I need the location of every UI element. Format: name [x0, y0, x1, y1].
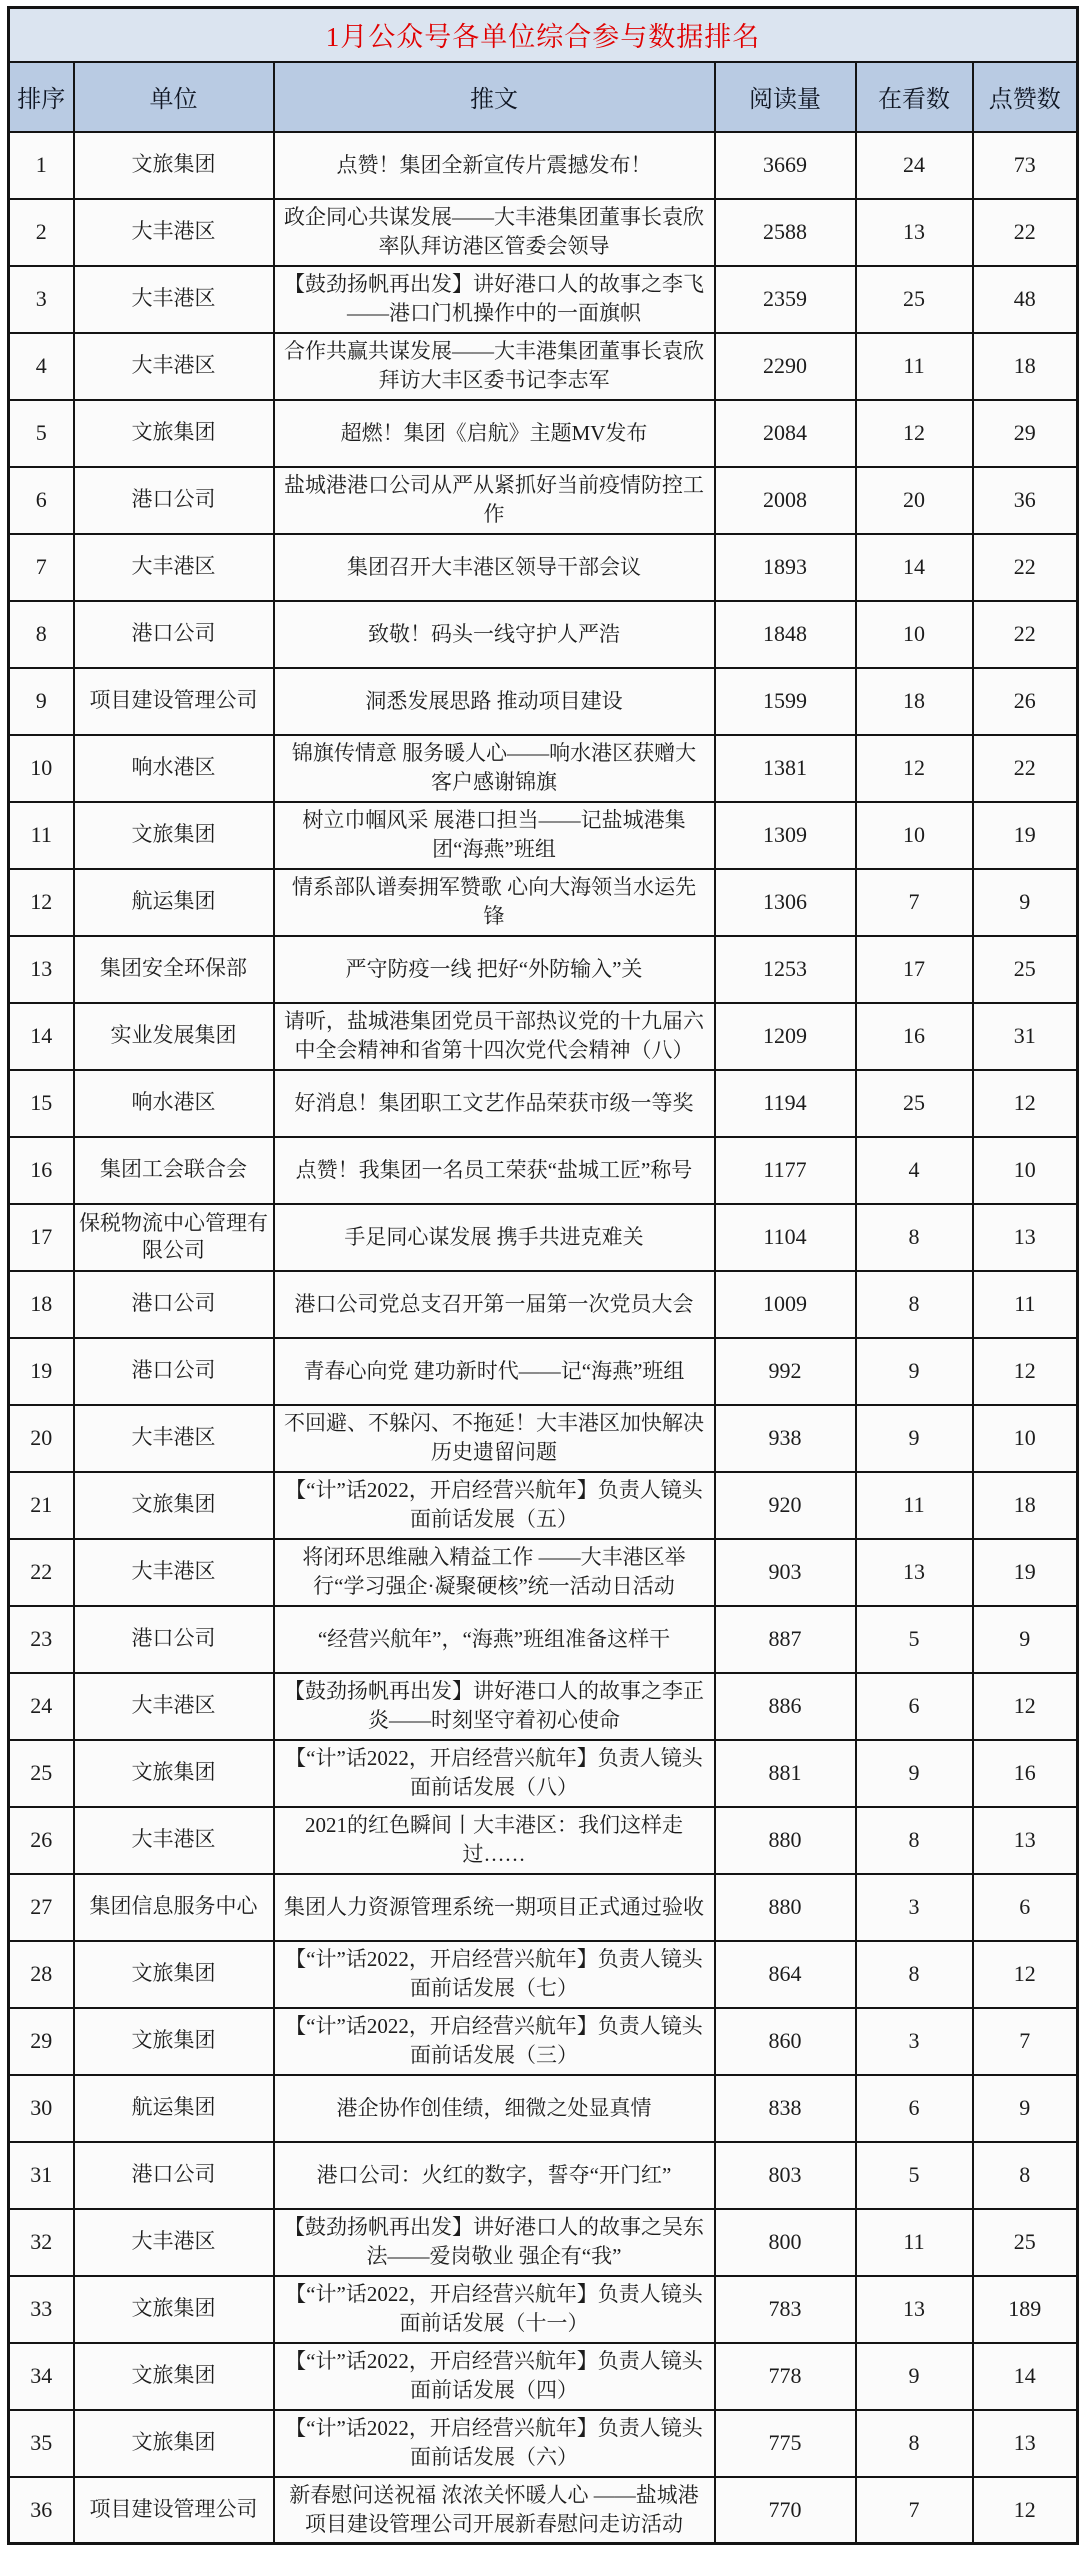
rank-cell: 2 [9, 199, 74, 266]
table-row [9, 1606, 1078, 1673]
reads-cell: 2084 [715, 400, 856, 467]
watching-cell: 6 [856, 2075, 973, 2142]
watching-cell: 13 [856, 199, 973, 266]
table-row [9, 400, 1078, 467]
likes-cell: 73 [973, 132, 1078, 199]
unit-cell: 项目建设管理公司 [74, 2477, 274, 2544]
rank-cell: 5 [9, 400, 74, 467]
watching-cell: 4 [856, 1137, 973, 1204]
article-cell: “经营兴航年”，“海燕”班组准备这样干 [274, 1606, 715, 1673]
table-row [9, 2142, 1078, 2209]
likes-cell: 48 [973, 266, 1078, 333]
unit-cell: 大丰港区 [74, 266, 274, 333]
table-row [9, 668, 1078, 735]
table-row [9, 2075, 1078, 2142]
likes-cell: 31 [973, 1003, 1078, 1070]
rank-cell: 6 [9, 467, 74, 534]
article-cell: 2021的红色瞬间丨大丰港区：我们这样走过…… [274, 1807, 715, 1874]
reads-cell: 1848 [715, 601, 856, 668]
table-row [9, 1740, 1078, 1807]
watching-cell: 7 [856, 2477, 973, 2544]
unit-cell: 文旅集团 [74, 1472, 274, 1539]
watching-cell: 10 [856, 601, 973, 668]
rank-cell: 12 [9, 869, 74, 936]
article-cell: 情系部队谱奏拥军赞歌 心向大海领当水运先锋 [274, 869, 715, 936]
reads-cell: 1194 [715, 1070, 856, 1137]
article-cell: 致敬！码头一线守护人严浩 [274, 601, 715, 668]
watching-cell: 16 [856, 1003, 973, 1070]
rank-cell: 19 [9, 1338, 74, 1405]
watching-cell: 8 [856, 1271, 973, 1338]
column-header-likes: 点赞数 [973, 62, 1078, 132]
rank-cell: 25 [9, 1740, 74, 1807]
article-cell: 【鼓劲扬帆再出发】讲好港口人的故事之吴东法——爱岗敬业 强企有“我” [274, 2209, 715, 2276]
page-title: 1月公众号各单位综合参与数据排名 [9, 8, 1078, 62]
likes-cell: 9 [973, 2075, 1078, 2142]
article-cell: 好消息！集团职工文艺作品荣获市级一等奖 [274, 1070, 715, 1137]
rank-cell: 32 [9, 2209, 74, 2276]
unit-cell: 集团信息服务中心 [74, 1874, 274, 1941]
unit-cell: 港口公司 [74, 2142, 274, 2209]
watching-cell: 9 [856, 1338, 973, 1405]
rank-cell: 13 [9, 936, 74, 1003]
table-row [9, 1070, 1078, 1137]
table-row [9, 1874, 1078, 1941]
likes-cell: 12 [973, 1070, 1078, 1137]
unit-cell: 文旅集团 [74, 2276, 274, 2343]
likes-cell: 9 [973, 869, 1078, 936]
rank-cell: 30 [9, 2075, 74, 2142]
table-row [9, 534, 1078, 601]
rank-cell: 1 [9, 132, 74, 199]
watching-cell: 5 [856, 2142, 973, 2209]
article-cell: 盐城港港口公司从严从紧抓好当前疫情防控工作 [274, 467, 715, 534]
rank-cell: 22 [9, 1539, 74, 1606]
unit-cell: 大丰港区 [74, 1405, 274, 1472]
reads-cell: 938 [715, 1405, 856, 1472]
reads-cell: 2290 [715, 333, 856, 400]
likes-cell: 14 [973, 2343, 1078, 2410]
watching-cell: 10 [856, 802, 973, 869]
watching-cell: 11 [856, 1472, 973, 1539]
unit-cell: 文旅集团 [74, 1941, 274, 2008]
column-header-article: 推文 [274, 62, 715, 132]
table-row [9, 936, 1078, 1003]
unit-cell: 文旅集团 [74, 2008, 274, 2075]
table-row [9, 333, 1078, 400]
article-cell: 集团人力资源管理系统一期项目正式通过验收 [274, 1874, 715, 1941]
likes-cell: 22 [973, 735, 1078, 802]
unit-cell: 文旅集团 [74, 802, 274, 869]
rank-cell: 3 [9, 266, 74, 333]
reads-cell: 3669 [715, 132, 856, 199]
article-cell: 洞悉发展思路 推动项目建设 [274, 668, 715, 735]
rank-cell: 10 [9, 735, 74, 802]
unit-cell: 响水港区 [74, 735, 274, 802]
article-cell: 将闭环思维融入精益工作 ——大丰港区举行“学习强企·凝聚硬核”统一活动日活动 [274, 1539, 715, 1606]
article-cell: 手足同心谋发展 携手共进克难关 [274, 1204, 715, 1271]
watching-cell: 13 [856, 2276, 973, 2343]
column-header-reads: 阅读量 [715, 62, 856, 132]
unit-cell: 航运集团 [74, 869, 274, 936]
article-cell: 【“计”话2022，开启经营兴航年】负责人镜头面前话发展（十一） [274, 2276, 715, 2343]
table-row [9, 132, 1078, 199]
likes-cell: 22 [973, 199, 1078, 266]
likes-cell: 22 [973, 534, 1078, 601]
unit-cell: 大丰港区 [74, 534, 274, 601]
table-row [9, 1204, 1078, 1271]
table-row [9, 1941, 1078, 2008]
table-row [9, 1003, 1078, 1070]
watching-cell: 14 [856, 534, 973, 601]
reads-cell: 783 [715, 2276, 856, 2343]
watching-cell: 6 [856, 1673, 973, 1740]
article-cell: 港口公司：火红的数字，誓夺“开门红” [274, 2142, 715, 2209]
article-cell: 点赞！我集团一名员工荣获“盐城工匠”称号 [274, 1137, 715, 1204]
rank-cell: 28 [9, 1941, 74, 2008]
column-header-unit: 单位 [74, 62, 274, 132]
likes-cell: 13 [973, 1807, 1078, 1874]
watching-cell: 8 [856, 2410, 973, 2477]
likes-cell: 13 [973, 1204, 1078, 1271]
reads-cell: 880 [715, 1874, 856, 1941]
column-header-watching: 在看数 [856, 62, 973, 132]
watching-cell: 25 [856, 1070, 973, 1137]
article-cell: 树立巾帼风采 展港口担当——记盐城港集团“海燕”班组 [274, 802, 715, 869]
table-row [9, 2276, 1078, 2343]
reads-cell: 778 [715, 2343, 856, 2410]
reads-cell: 838 [715, 2075, 856, 2142]
rank-cell: 18 [9, 1271, 74, 1338]
watching-cell: 9 [856, 1740, 973, 1807]
rank-cell: 11 [9, 802, 74, 869]
watching-cell: 8 [856, 1807, 973, 1874]
reads-cell: 864 [715, 1941, 856, 2008]
article-cell: 政企同心共谋发展——大丰港集团董事长袁欣率队拜访港区管委会领导 [274, 199, 715, 266]
reads-cell: 880 [715, 1807, 856, 1874]
table-row [9, 2209, 1078, 2276]
reads-cell: 770 [715, 2477, 856, 2544]
table-row [9, 467, 1078, 534]
unit-cell: 港口公司 [74, 467, 274, 534]
table-row [9, 869, 1078, 936]
reads-cell: 803 [715, 2142, 856, 2209]
watching-cell: 9 [856, 1405, 973, 1472]
reads-cell: 1381 [715, 735, 856, 802]
reads-cell: 1209 [715, 1003, 856, 1070]
reads-cell: 881 [715, 1740, 856, 1807]
article-cell: 【“计”话2022，开启经营兴航年】负责人镜头面前话发展（七） [274, 1941, 715, 2008]
reads-cell: 992 [715, 1338, 856, 1405]
likes-cell: 12 [973, 2477, 1078, 2544]
rank-cell: 20 [9, 1405, 74, 1472]
likes-cell: 10 [973, 1405, 1078, 1472]
watching-cell: 3 [856, 1874, 973, 1941]
rank-cell: 29 [9, 2008, 74, 2075]
article-cell: 【“计”话2022，开启经营兴航年】负责人镜头面前话发展（四） [274, 2343, 715, 2410]
rank-cell: 23 [9, 1606, 74, 1673]
likes-cell: 7 [973, 2008, 1078, 2075]
watching-cell: 17 [856, 936, 973, 1003]
table-row [9, 199, 1078, 266]
reads-cell: 1309 [715, 802, 856, 869]
rank-cell: 33 [9, 2276, 74, 2343]
unit-cell: 港口公司 [74, 601, 274, 668]
reads-cell: 2588 [715, 199, 856, 266]
unit-cell: 大丰港区 [74, 1807, 274, 1874]
watching-cell: 7 [856, 869, 973, 936]
unit-cell: 文旅集团 [74, 2410, 274, 2477]
rank-cell: 26 [9, 1807, 74, 1874]
unit-cell: 集团工会联合会 [74, 1137, 274, 1204]
reads-cell: 886 [715, 1673, 856, 1740]
likes-cell: 22 [973, 601, 1078, 668]
article-cell: 【鼓劲扬帆再出发】讲好港口人的故事之李正炎——时刻坚守着初心使命 [274, 1673, 715, 1740]
rank-cell: 16 [9, 1137, 74, 1204]
reads-cell: 1893 [715, 534, 856, 601]
table-row [9, 1807, 1078, 1874]
article-cell: 严守防疫一线 把好“外防输入”关 [274, 936, 715, 1003]
watching-cell: 13 [856, 1539, 973, 1606]
table-row [9, 601, 1078, 668]
header-row [9, 62, 1078, 132]
unit-cell: 大丰港区 [74, 1539, 274, 1606]
reads-cell: 1009 [715, 1271, 856, 1338]
unit-cell: 港口公司 [74, 1606, 274, 1673]
table-row [9, 802, 1078, 869]
table-row [9, 1539, 1078, 1606]
watching-cell: 12 [856, 735, 973, 802]
watching-cell: 25 [856, 266, 973, 333]
table-row [9, 735, 1078, 802]
rank-cell: 4 [9, 333, 74, 400]
article-cell: 【鼓劲扬帆再出发】讲好港口人的故事之李飞——港口门机操作中的一面旗帜 [274, 266, 715, 333]
unit-cell: 大丰港区 [74, 2209, 274, 2276]
article-cell: 点赞！集团全新宣传片震撼发布！ [274, 132, 715, 199]
table-row [9, 2477, 1078, 2544]
article-cell: 合作共赢共谋发展——大丰港集团董事长袁欣拜访大丰区委书记李志军 [274, 333, 715, 400]
watching-cell: 12 [856, 400, 973, 467]
unit-cell: 实业发展集团 [74, 1003, 274, 1070]
likes-cell: 25 [973, 936, 1078, 1003]
reads-cell: 800 [715, 2209, 856, 2276]
reads-cell: 920 [715, 1472, 856, 1539]
rank-cell: 17 [9, 1204, 74, 1271]
unit-cell: 文旅集团 [74, 132, 274, 199]
likes-cell: 18 [973, 333, 1078, 400]
watching-cell: 5 [856, 1606, 973, 1673]
watching-cell: 11 [856, 333, 973, 400]
unit-cell: 集团安全环保部 [74, 936, 274, 1003]
reads-cell: 903 [715, 1539, 856, 1606]
unit-cell: 响水港区 [74, 1070, 274, 1137]
article-cell: 青春心向党 建功新时代——记“海燕”班组 [274, 1338, 715, 1405]
likes-cell: 8 [973, 2142, 1078, 2209]
table-row [9, 266, 1078, 333]
reads-cell: 775 [715, 2410, 856, 2477]
reads-cell: 1306 [715, 869, 856, 936]
reads-cell: 1177 [715, 1137, 856, 1204]
reads-cell: 860 [715, 2008, 856, 2075]
rank-cell: 31 [9, 2142, 74, 2209]
likes-cell: 16 [973, 1740, 1078, 1807]
article-cell: 不回避、不躲闪、不拖延！大丰港区加快解决历史遗留问题 [274, 1405, 715, 1472]
article-cell: 【“计”话2022，开启经营兴航年】负责人镜头面前话发展（八） [274, 1740, 715, 1807]
watching-cell: 3 [856, 2008, 973, 2075]
table-row [9, 1673, 1078, 1740]
table-row [9, 1137, 1078, 1204]
unit-cell: 大丰港区 [74, 333, 274, 400]
rank-cell: 9 [9, 668, 74, 735]
table-row [9, 2410, 1078, 2477]
article-cell: 港口公司党总支召开第一届第一次党员大会 [274, 1271, 715, 1338]
unit-cell: 航运集团 [74, 2075, 274, 2142]
table-row [9, 1338, 1078, 1405]
likes-cell: 36 [973, 467, 1078, 534]
watching-cell: 20 [856, 467, 973, 534]
likes-cell: 25 [973, 2209, 1078, 2276]
rank-cell: 36 [9, 2477, 74, 2544]
reads-cell: 1104 [715, 1204, 856, 1271]
reads-cell: 2008 [715, 467, 856, 534]
ranking-table [7, 6, 1079, 2545]
rank-cell: 27 [9, 1874, 74, 1941]
likes-cell: 11 [973, 1271, 1078, 1338]
unit-cell: 文旅集团 [74, 2343, 274, 2410]
rank-cell: 8 [9, 601, 74, 668]
article-cell: 请听，盐城港集团党员干部热议党的十九届六中全会精神和省第十四次党代会精神（八） [274, 1003, 715, 1070]
likes-cell: 10 [973, 1137, 1078, 1204]
table-row [9, 1405, 1078, 1472]
table-row [9, 2343, 1078, 2410]
article-cell: 锦旗传情意 服务暖人心——响水港区获赠大客户感谢锦旗 [274, 735, 715, 802]
table-row [9, 1271, 1078, 1338]
unit-cell: 项目建设管理公司 [74, 668, 274, 735]
unit-cell: 文旅集团 [74, 1740, 274, 1807]
column-header-rank: 排序 [9, 62, 74, 132]
watching-cell: 8 [856, 1941, 973, 2008]
unit-cell: 文旅集团 [74, 400, 274, 467]
likes-cell: 6 [973, 1874, 1078, 1941]
likes-cell: 9 [973, 1606, 1078, 1673]
likes-cell: 12 [973, 1673, 1078, 1740]
likes-cell: 29 [973, 400, 1078, 467]
article-cell: 【“计”话2022，开启经营兴航年】负责人镜头面前话发展（三） [274, 2008, 715, 2075]
watching-cell: 24 [856, 132, 973, 199]
rank-cell: 7 [9, 534, 74, 601]
article-cell: 港企协作创佳绩，细微之处显真情 [274, 2075, 715, 2142]
article-cell: 【“计”话2022，开启经营兴航年】负责人镜头面前话发展（六） [274, 2410, 715, 2477]
rank-cell: 14 [9, 1003, 74, 1070]
likes-cell: 189 [973, 2276, 1078, 2343]
rank-cell: 15 [9, 1070, 74, 1137]
rank-cell: 21 [9, 1472, 74, 1539]
reads-cell: 887 [715, 1606, 856, 1673]
unit-cell: 大丰港区 [74, 199, 274, 266]
reads-cell: 2359 [715, 266, 856, 333]
watching-cell: 8 [856, 1204, 973, 1271]
likes-cell: 18 [973, 1472, 1078, 1539]
unit-cell: 保税物流中心管理有限公司 [74, 1204, 274, 1271]
article-cell: 集团召开大丰港区领导干部会议 [274, 534, 715, 601]
likes-cell: 19 [973, 1539, 1078, 1606]
rank-cell: 34 [9, 2343, 74, 2410]
watching-cell: 11 [856, 2209, 973, 2276]
rank-cell: 35 [9, 2410, 74, 2477]
likes-cell: 19 [973, 802, 1078, 869]
unit-cell: 港口公司 [74, 1338, 274, 1405]
watching-cell: 9 [856, 2343, 973, 2410]
table-row [9, 2008, 1078, 2075]
reads-cell: 1253 [715, 936, 856, 1003]
article-cell: 新春慰问送祝福 浓浓关怀暖人心 ——盐城港项目建设管理公司开展新春慰问走访活动 [274, 2477, 715, 2544]
article-cell: 【“计”话2022，开启经营兴航年】负责人镜头面前话发展（五） [274, 1472, 715, 1539]
rank-cell: 24 [9, 1673, 74, 1740]
watching-cell: 18 [856, 668, 973, 735]
unit-cell: 港口公司 [74, 1271, 274, 1338]
article-cell: 超燃！集团《启航》主题MV发布 [274, 400, 715, 467]
likes-cell: 12 [973, 1941, 1078, 2008]
title-row [9, 8, 1078, 62]
table-row [9, 1472, 1078, 1539]
reads-cell: 1599 [715, 668, 856, 735]
likes-cell: 26 [973, 668, 1078, 735]
likes-cell: 12 [973, 1338, 1078, 1405]
unit-cell: 大丰港区 [74, 1673, 274, 1740]
likes-cell: 13 [973, 2410, 1078, 2477]
